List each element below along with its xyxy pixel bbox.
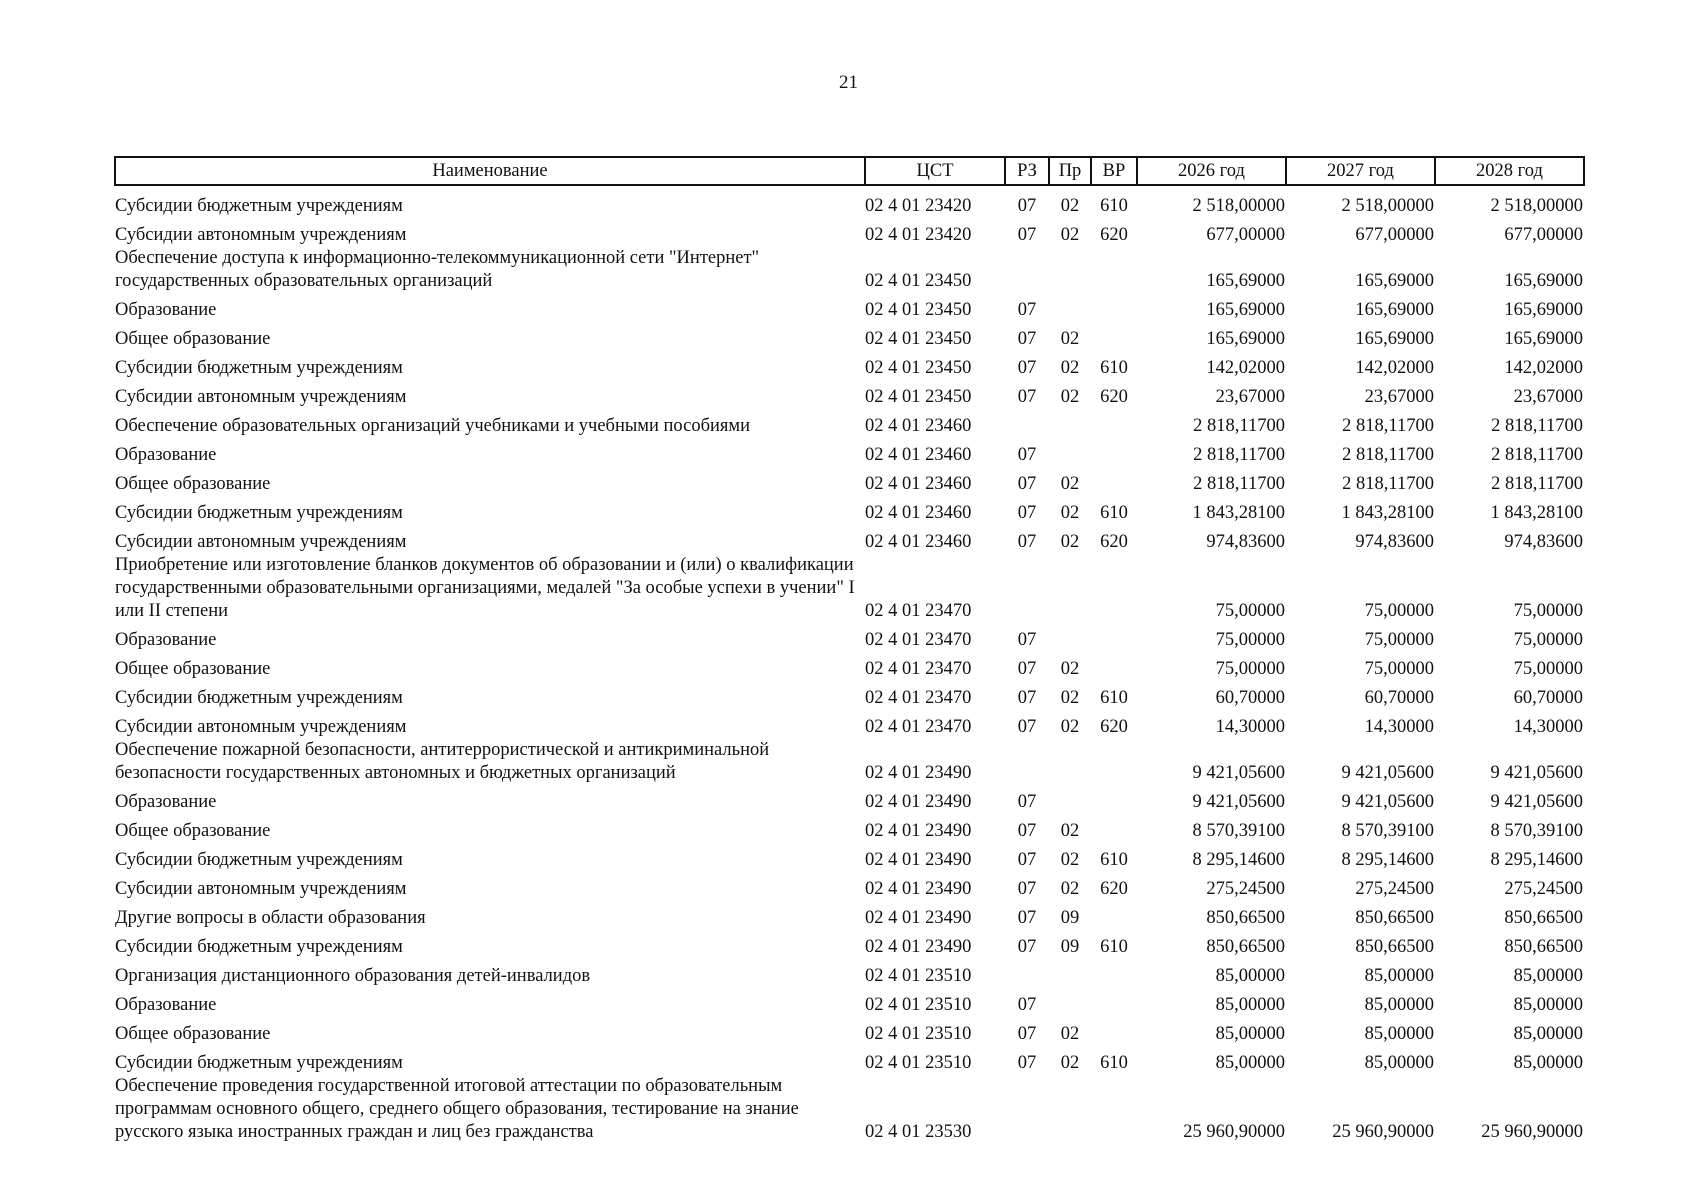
cell-pr: 02 (1060, 850, 1080, 870)
cell-name: Субсидии бюджетным учреждениям (115, 196, 403, 216)
cell-vr: 620 (1100, 532, 1128, 552)
cell-2028: 142,02000 (1504, 358, 1583, 378)
cell-vr (1091, 785, 1137, 814)
cell-pr: 02 (1060, 688, 1080, 708)
cell-vr (1091, 1017, 1137, 1046)
cell-cst: 02 4 01 23470 (865, 659, 972, 679)
cell-cst: 02 4 01 23460 (865, 445, 972, 465)
cell-name: Общее образование (115, 1024, 271, 1044)
cell-name: Субсидии бюджетным учреждениям (115, 1053, 403, 1073)
cell-vr (1091, 467, 1137, 496)
cell-cst: 02 4 01 23470 (865, 717, 972, 737)
cell-2026: 85,00000 (1215, 1024, 1285, 1044)
cell-rz: 07 (1017, 995, 1037, 1015)
cell-pr (1049, 1075, 1091, 1144)
cell-name: Субсидии автономным учреждениям (115, 879, 407, 899)
cell-rz: 07 (1017, 503, 1037, 523)
cell-cst: 02 4 01 23420 (865, 196, 972, 216)
cell-rz: 07 (1017, 792, 1037, 812)
header-name: Наименование (115, 157, 865, 185)
cell-rz (1005, 409, 1049, 438)
header-2027: 2027 год (1286, 157, 1435, 185)
cell-2028: 60,70000 (1513, 688, 1583, 708)
table-row (115, 1046, 1584, 1075)
cell-rz (1005, 739, 1049, 785)
cell-vr (1091, 554, 1137, 623)
cell-cst: 02 4 01 23510 (865, 966, 972, 986)
cell-2026: 85,00000 (1215, 966, 1285, 986)
table-row (115, 843, 1584, 872)
cell-2027: 165,69000 (1355, 271, 1434, 291)
cell-name: Субсидии бюджетным учреждениям (115, 937, 403, 957)
cell-2028: 9 421,05600 (1490, 792, 1583, 812)
header-pr: Пр (1049, 157, 1091, 185)
cell-vr: 610 (1100, 503, 1128, 523)
cell-2027: 2 818,11700 (1342, 474, 1434, 494)
cell-2026: 25 960,90000 (1183, 1122, 1285, 1142)
cell-rz: 07 (1017, 937, 1037, 957)
cell-cst: 02 4 01 23490 (865, 908, 972, 928)
table-row (115, 710, 1584, 739)
cell-name: Обеспечение доступа к информационно-телекоммуникационной сети "Интернет" государственных образовательных организаций (115, 248, 760, 291)
cell-pr: 02 (1060, 329, 1080, 349)
table-body (115, 185, 1584, 1144)
cell-2028: 25 960,90000 (1481, 1122, 1583, 1142)
cell-2028: 2 818,11700 (1491, 474, 1583, 494)
cell-2028: 275,24500 (1504, 879, 1583, 899)
table-row (115, 351, 1584, 380)
cell-cst: 02 4 01 23490 (865, 821, 972, 841)
header-2028: 2028 год (1435, 157, 1584, 185)
cell-name: Субсидии автономным учреждениям (115, 387, 407, 407)
cell-pr: 02 (1060, 717, 1080, 737)
cell-2026: 850,66500 (1206, 908, 1285, 928)
cell-cst: 02 4 01 23490 (865, 879, 972, 899)
table-row (115, 467, 1584, 496)
cell-cst: 02 4 01 23510 (865, 1024, 972, 1044)
cell-vr (1091, 652, 1137, 681)
cell-pr: 02 (1060, 821, 1080, 841)
cell-2028: 85,00000 (1513, 995, 1583, 1015)
cell-vr (1091, 438, 1137, 467)
cell-name: Общее образование (115, 329, 271, 349)
cell-2028: 2 818,11700 (1491, 445, 1583, 465)
cell-rz: 07 (1017, 659, 1037, 679)
cell-vr: 610 (1100, 937, 1128, 957)
cell-cst: 02 4 01 23490 (865, 850, 972, 870)
cell-2028: 2 518,00000 (1490, 196, 1583, 216)
cell-name: Общее образование (115, 821, 271, 841)
cell-cst: 02 4 01 23460 (865, 474, 972, 494)
cell-2028: 2 818,11700 (1491, 416, 1583, 436)
cell-2026: 974,83600 (1206, 532, 1285, 552)
cell-2027: 75,00000 (1364, 601, 1434, 621)
cell-vr: 620 (1100, 387, 1128, 407)
cell-2028: 165,69000 (1504, 300, 1583, 320)
cell-vr (1091, 814, 1137, 843)
cell-2027: 1 843,28100 (1341, 503, 1434, 523)
cell-rz: 07 (1017, 850, 1037, 870)
cell-2027: 8 295,14600 (1341, 850, 1434, 870)
cell-rz (1005, 959, 1049, 988)
cell-vr (1091, 1075, 1137, 1144)
cell-2027: 75,00000 (1364, 659, 1434, 679)
cell-2026: 9 421,05600 (1192, 763, 1285, 783)
cell-2028: 165,69000 (1504, 329, 1583, 349)
table-row (115, 930, 1584, 959)
cell-2027: 9 421,05600 (1341, 792, 1434, 812)
cell-vr: 610 (1100, 688, 1128, 708)
header-row (115, 157, 1584, 185)
cell-name: Субсидии автономным учреждениям (115, 225, 407, 245)
cell-2026: 60,70000 (1215, 688, 1285, 708)
cell-2027: 165,69000 (1355, 300, 1434, 320)
cell-2027: 23,67000 (1364, 387, 1434, 407)
cell-cst: 02 4 01 23470 (865, 601, 972, 621)
table-row (115, 293, 1584, 322)
cell-2027: 85,00000 (1364, 966, 1434, 986)
cell-vr (1091, 959, 1137, 988)
table-row (115, 380, 1584, 409)
cell-pr: 02 (1060, 1024, 1080, 1044)
table-row (115, 814, 1584, 843)
cell-name: Образование (115, 995, 217, 1015)
table-row (115, 623, 1584, 652)
cell-2027: 85,00000 (1364, 1053, 1434, 1073)
cell-2028: 850,66500 (1504, 908, 1583, 928)
cell-2028: 75,00000 (1513, 630, 1583, 650)
cell-2026: 165,69000 (1206, 300, 1285, 320)
cell-vr: 610 (1100, 1053, 1128, 1073)
table-row (115, 739, 1584, 785)
table-row (115, 681, 1584, 710)
table-row (115, 322, 1584, 351)
cell-2026: 2 818,11700 (1193, 474, 1285, 494)
cell-name: Обеспечение образовательных организаций учебниками и учебными пособиями (115, 416, 751, 436)
cell-name: Приобретение или изготовление бланков документов об образовании и (или) о квалификации государственными образовательными организациями, медалей "За особые успехи в учении" I или II степени (115, 555, 855, 621)
cell-pr (1049, 554, 1091, 623)
cell-name: Образование (115, 792, 217, 812)
cell-rz: 07 (1017, 445, 1037, 465)
cell-2028: 75,00000 (1513, 659, 1583, 679)
header-cst: ЦСТ (865, 157, 1005, 185)
table-row (115, 959, 1584, 988)
cell-name: Организация дистанционного образования детей-инвалидов (115, 966, 591, 986)
cell-vr (1091, 988, 1137, 1017)
cell-rz: 07 (1017, 821, 1037, 841)
cell-pr: 02 (1060, 879, 1080, 899)
cell-cst: 02 4 01 23490 (865, 792, 972, 812)
cell-pr: 02 (1060, 1053, 1080, 1073)
cell-name: Образование (115, 445, 217, 465)
cell-pr (1049, 739, 1091, 785)
cell-rz: 07 (1017, 688, 1037, 708)
cell-pr (1049, 959, 1091, 988)
cell-rz: 07 (1017, 196, 1037, 216)
cell-2028: 1 843,28100 (1490, 503, 1583, 523)
cell-2026: 8 295,14600 (1192, 850, 1285, 870)
cell-cst: 02 4 01 23460 (865, 416, 972, 436)
cell-rz: 07 (1017, 300, 1037, 320)
cell-name: Обеспечение проведения государственной итоговой аттестации по образовательным программам основного общего, среднего общего образования, тестирование на знание русского языка иностранных граждан и лиц без гражданства (115, 1076, 799, 1142)
cell-rz: 07 (1017, 387, 1037, 407)
cell-2028: 9 421,05600 (1490, 763, 1583, 783)
cell-pr: 02 (1060, 225, 1080, 245)
cell-2027: 2 818,11700 (1342, 416, 1434, 436)
cell-2027: 25 960,90000 (1332, 1122, 1434, 1142)
table-row (115, 525, 1584, 554)
cell-rz: 07 (1017, 1024, 1037, 1044)
cell-2028: 8 295,14600 (1490, 850, 1583, 870)
cell-cst: 02 4 01 23420 (865, 225, 972, 245)
cell-cst: 02 4 01 23470 (865, 688, 972, 708)
cell-2027: 75,00000 (1364, 630, 1434, 650)
cell-2027: 60,70000 (1364, 688, 1434, 708)
cell-2028: 14,30000 (1513, 717, 1583, 737)
table-row (115, 247, 1584, 293)
cell-2028: 85,00000 (1513, 966, 1583, 986)
cell-2026: 75,00000 (1215, 630, 1285, 650)
cell-rz (1005, 554, 1049, 623)
table-row (115, 1075, 1584, 1144)
table-row (115, 554, 1584, 623)
header-2026: 2026 год (1137, 157, 1286, 185)
cell-2027: 2 818,11700 (1342, 445, 1434, 465)
cell-vr (1091, 901, 1137, 930)
table-row (115, 185, 1584, 218)
cell-vr (1091, 409, 1137, 438)
cell-cst: 02 4 01 23450 (865, 387, 972, 407)
cell-name: Субсидии бюджетным учреждениям (115, 358, 403, 378)
cell-vr: 610 (1100, 358, 1128, 378)
cell-cst: 02 4 01 23490 (865, 937, 972, 957)
cell-2027: 850,66500 (1355, 908, 1434, 928)
cell-rz: 07 (1017, 630, 1037, 650)
cell-name: Общее образование (115, 659, 271, 679)
cell-2027: 974,83600 (1355, 532, 1434, 552)
page-number: 21 (839, 72, 858, 93)
cell-vr (1091, 322, 1137, 351)
cell-2028: 974,83600 (1504, 532, 1583, 552)
cell-name: Субсидии бюджетным учреждениям (115, 688, 403, 708)
cell-2026: 75,00000 (1215, 659, 1285, 679)
cell-rz (1005, 1075, 1049, 1144)
cell-2027: 85,00000 (1364, 1024, 1434, 1044)
cell-pr: 09 (1060, 937, 1080, 957)
cell-2028: 165,69000 (1504, 271, 1583, 291)
cell-rz: 07 (1017, 908, 1037, 928)
cell-pr: 02 (1060, 659, 1080, 679)
cell-2026: 8 570,39100 (1192, 821, 1285, 841)
table-row (115, 438, 1584, 467)
cell-2026: 165,69000 (1206, 271, 1285, 291)
cell-2028: 8 570,39100 (1490, 821, 1583, 841)
table-row (115, 901, 1584, 930)
cell-rz: 07 (1017, 474, 1037, 494)
cell-2026: 14,30000 (1215, 717, 1285, 737)
cell-pr: 09 (1060, 908, 1080, 928)
cell-rz: 07 (1017, 1053, 1037, 1073)
cell-2027: 850,66500 (1355, 937, 1434, 957)
cell-pr: 02 (1060, 196, 1080, 216)
cell-vr: 620 (1100, 879, 1128, 899)
cell-name: Субсидии автономным учреждениям (115, 532, 407, 552)
cell-2026: 23,67000 (1215, 387, 1285, 407)
cell-2028: 75,00000 (1513, 601, 1583, 621)
cell-2027: 14,30000 (1364, 717, 1434, 737)
cell-2028: 85,00000 (1513, 1053, 1583, 1073)
cell-2026: 165,69000 (1206, 329, 1285, 349)
cell-pr (1049, 785, 1091, 814)
cell-cst: 02 4 01 23510 (865, 995, 972, 1015)
cell-2026: 677,00000 (1206, 225, 1285, 245)
cell-2026: 9 421,05600 (1192, 792, 1285, 812)
cell-2027: 8 570,39100 (1341, 821, 1434, 841)
cell-cst: 02 4 01 23450 (865, 358, 972, 378)
cell-2027: 165,69000 (1355, 329, 1434, 349)
table-header (115, 157, 1584, 185)
cell-2027: 2 518,00000 (1341, 196, 1434, 216)
cell-cst: 02 4 01 23450 (865, 300, 972, 320)
cell-pr (1049, 438, 1091, 467)
cell-cst: 02 4 01 23460 (865, 503, 972, 523)
cell-vr: 610 (1100, 850, 1128, 870)
table-row (115, 1017, 1584, 1046)
header-vr: ВР (1091, 157, 1137, 185)
cell-rz: 07 (1017, 225, 1037, 245)
cell-cst: 02 4 01 23530 (865, 1122, 972, 1142)
cell-rz: 07 (1017, 717, 1037, 737)
cell-pr: 02 (1060, 358, 1080, 378)
cell-2028: 85,00000 (1513, 1024, 1583, 1044)
cell-name: Субсидии автономным учреждениям (115, 717, 407, 737)
cell-name: Образование (115, 300, 217, 320)
cell-2026: 85,00000 (1215, 995, 1285, 1015)
table-row (115, 496, 1584, 525)
cell-2028: 23,67000 (1513, 387, 1583, 407)
cell-2026: 1 843,28100 (1192, 503, 1285, 523)
cell-vr: 620 (1100, 717, 1128, 737)
cell-pr: 02 (1060, 387, 1080, 407)
cell-pr (1049, 409, 1091, 438)
cell-rz: 07 (1017, 532, 1037, 552)
cell-vr (1091, 739, 1137, 785)
cell-2026: 142,02000 (1206, 358, 1285, 378)
cell-2026: 85,00000 (1215, 1053, 1285, 1073)
table-row (115, 988, 1584, 1017)
cell-rz (1005, 247, 1049, 293)
table-row (115, 652, 1584, 681)
cell-name: Общее образование (115, 474, 271, 494)
cell-pr: 02 (1060, 474, 1080, 494)
cell-2028: 850,66500 (1504, 937, 1583, 957)
cell-name: Субсидии бюджетным учреждениям (115, 503, 403, 523)
table-row (115, 872, 1584, 901)
budget-table (114, 156, 1585, 1144)
cell-cst: 02 4 01 23470 (865, 630, 972, 650)
cell-vr: 620 (1100, 225, 1128, 245)
cell-name: Другие вопросы в области образования (115, 908, 426, 928)
cell-2027: 9 421,05600 (1341, 763, 1434, 783)
cell-vr (1091, 247, 1137, 293)
cell-rz: 07 (1017, 879, 1037, 899)
cell-name: Субсидии бюджетным учреждениям (115, 850, 403, 870)
cell-cst: 02 4 01 23460 (865, 532, 972, 552)
cell-pr (1049, 988, 1091, 1017)
cell-2027: 677,00000 (1355, 225, 1434, 245)
cell-2026: 850,66500 (1206, 937, 1285, 957)
cell-2026: 2 818,11700 (1193, 445, 1285, 465)
table-row (115, 785, 1584, 814)
cell-cst: 02 4 01 23510 (865, 1053, 972, 1073)
cell-cst: 02 4 01 23450 (865, 271, 972, 291)
cell-2027: 142,02000 (1355, 358, 1434, 378)
cell-rz: 07 (1017, 358, 1037, 378)
table-row (115, 409, 1584, 438)
cell-pr (1049, 623, 1091, 652)
cell-vr: 610 (1100, 196, 1128, 216)
cell-2028: 677,00000 (1504, 225, 1583, 245)
cell-pr: 02 (1060, 532, 1080, 552)
cell-pr (1049, 247, 1091, 293)
cell-2026: 2 818,11700 (1193, 416, 1285, 436)
cell-name: Обеспечение пожарной безопасности, антитеррористической и антикриминальной безопасности государственных автономных и бюджетных организаций (115, 740, 770, 783)
header-rz: РЗ (1005, 157, 1049, 185)
cell-cst: 02 4 01 23450 (865, 329, 972, 349)
cell-name: Образование (115, 630, 217, 650)
cell-2027: 85,00000 (1364, 995, 1434, 1015)
cell-rz: 07 (1017, 329, 1037, 349)
cell-2027: 275,24500 (1355, 879, 1434, 899)
cell-pr: 02 (1060, 503, 1080, 523)
cell-2026: 275,24500 (1206, 879, 1285, 899)
cell-vr (1091, 623, 1137, 652)
cell-cst: 02 4 01 23490 (865, 763, 972, 783)
cell-vr (1091, 293, 1137, 322)
cell-2026: 75,00000 (1215, 601, 1285, 621)
table-row (115, 218, 1584, 247)
cell-2026: 2 518,00000 (1192, 196, 1285, 216)
cell-pr (1049, 293, 1091, 322)
